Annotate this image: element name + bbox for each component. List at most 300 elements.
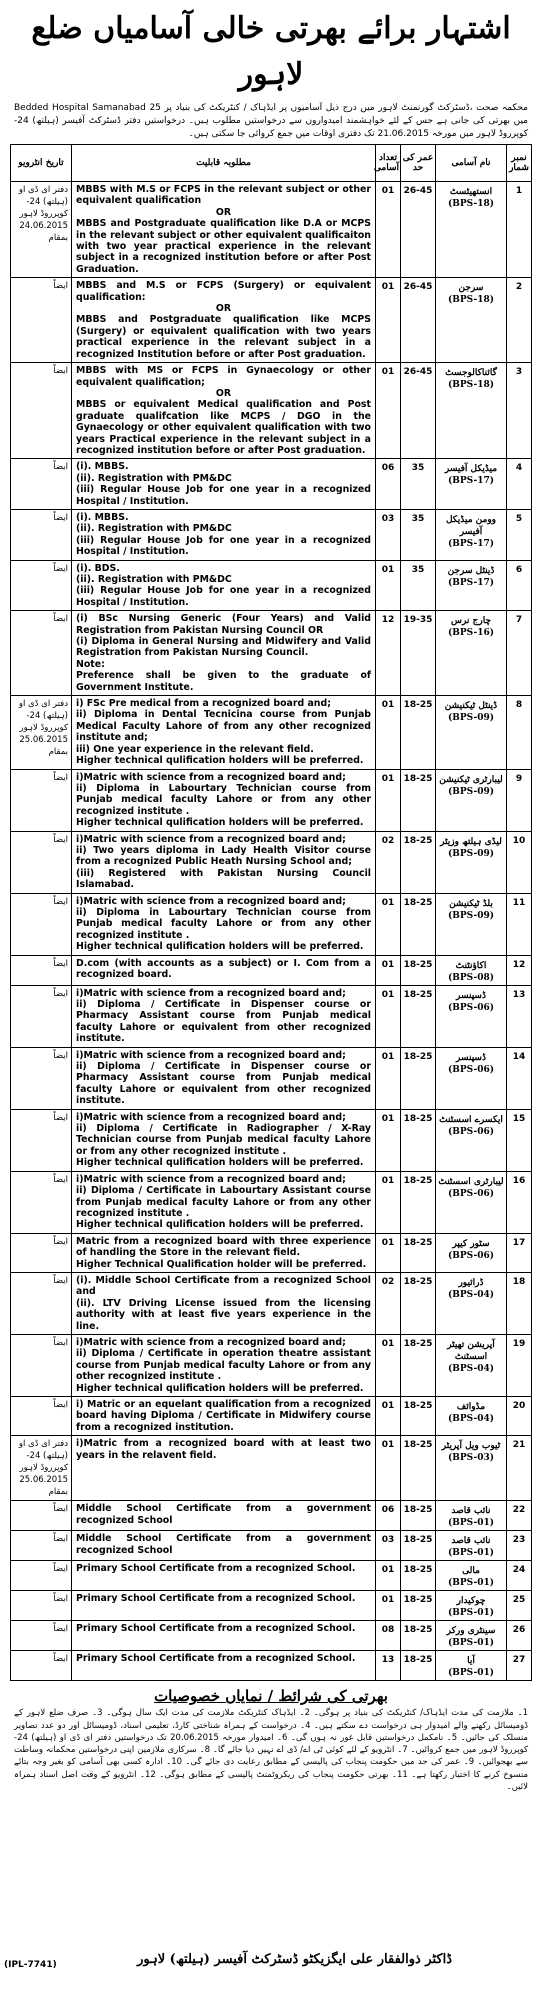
job-row: [11, 1531, 532, 1561]
interview-date-cell: [11, 1272, 72, 1334]
qualification-line: Primary School Certificate from a recognized School.: [76, 1593, 356, 1605]
interview-date-cell: [11, 560, 72, 611]
post-name: اکاؤنٹنٹ: [455, 960, 487, 971]
qualification-line: (iii) Regular House Job for one year in a recognized Hospital / Institution.: [76, 484, 371, 507]
interview-date: ایضاً: [53, 1624, 68, 1635]
interview-date: ایضاً: [53, 1504, 68, 1515]
post-count: 01: [376, 955, 401, 985]
interview-date: ایضاً: [53, 1564, 68, 1575]
post-count: 01: [376, 1561, 401, 1591]
interview-date-cell: [11, 1397, 72, 1436]
qualification-line: i) FSc Pre medical from a recognized board and;: [76, 698, 331, 710]
post-scale: (BPS-06): [448, 1188, 494, 1199]
post-scale: (BPS-17): [448, 577, 494, 588]
interview-date: ایضاً: [53, 1236, 68, 1247]
age-limit: 18-25: [401, 1047, 436, 1109]
interview-date: ایضاً: [53, 988, 68, 999]
qualification-line: ii) Diploma in Labourtary Technician course from Punjab medical faculty Lahore or from any other recognized institute .: [76, 906, 371, 941]
age-limit: 35: [401, 509, 436, 560]
post-count: 01: [376, 1334, 401, 1396]
interview-date: ایضاً: [53, 614, 68, 625]
qualification-line: i)Matric with science from a recognized board and;: [76, 987, 346, 999]
post-count: 01: [376, 985, 401, 1047]
post-scale: (BPS-09): [448, 713, 494, 724]
age-limit: 35: [401, 459, 436, 510]
post-name: میڈیکل آفیسر: [444, 464, 498, 475]
serial-number: 24: [507, 1561, 532, 1591]
qualification-cell: [72, 1561, 376, 1591]
interview-date: ایضاً: [53, 958, 68, 969]
serial-number: 26: [507, 1621, 532, 1651]
interview-date-cell: [11, 955, 72, 985]
post-scale: (BPS-17): [448, 538, 494, 549]
age-limit: 18-25: [401, 1397, 436, 1436]
post-count: 01: [376, 1233, 401, 1272]
post-count: 02: [376, 831, 401, 893]
qualification-line: MBBS with MS or FCPS in Gynaecology or other equivalent qualification;: [76, 365, 371, 388]
post-name-cell: [436, 1334, 507, 1396]
qualification-line: (ii). LTV Driving License issued from the licensing authority with at least five years experience in the line.: [76, 1297, 371, 1332]
qualification-line: Primary School Certificate from a recognized School.: [76, 1563, 356, 1575]
job-row: [11, 1501, 532, 1531]
jobs-header-row: [11, 145, 532, 182]
qualification-line: i)Matric with science from a recognized board and;: [76, 1049, 346, 1061]
qualification-cell: [72, 278, 376, 363]
age-limit: 26-45: [401, 278, 436, 363]
serial-number: 13: [507, 985, 532, 1047]
interview-date-cell: [11, 1171, 72, 1233]
post-scale: (BPS-09): [448, 910, 494, 921]
post-name: نائب قاصد: [451, 1536, 491, 1547]
post-scale: (BPS-03): [448, 1453, 494, 1464]
post-scale: (BPS-06): [448, 1064, 494, 1075]
serial-number: 8: [507, 696, 532, 769]
qualification-line: Higher technical qulification holders will be preferred.: [76, 1219, 364, 1231]
post-name-cell: [436, 1531, 507, 1561]
job-row: [11, 1591, 532, 1621]
qualification-cell: [72, 1621, 376, 1651]
post-name: گائناکالوجسٹ: [445, 368, 497, 379]
interview-date: دفتر ای ڈی او (ہیلتھ) 24- کوپرروڈ لاہور 25.06.2015 بمقام: [18, 1439, 68, 1498]
post-name-cell: [436, 182, 507, 278]
qualification-line: ii) Diploma in Labourtary Technician course from Punjab medical faculty Lahore or from any other recognized institute .: [76, 782, 371, 817]
post-scale: (BPS-18): [448, 295, 494, 306]
post-count: 12: [376, 611, 401, 696]
post-name: ایکسرے اسسٹنٹ: [439, 1114, 503, 1125]
job-row: [11, 985, 532, 1047]
qualification-cell: [72, 1436, 376, 1501]
serial-number: 12: [507, 955, 532, 985]
serial-number: 3: [507, 363, 532, 459]
header-qualification: مطلوبہ قابلیت: [72, 145, 376, 182]
serial-number: 4: [507, 459, 532, 510]
post-name-cell: [436, 459, 507, 510]
post-name-cell: [436, 1651, 507, 1681]
age-limit: 18-25: [401, 1233, 436, 1272]
qualification-line: (iii) Regular House Job for one year in a recognized Hospital / Institution.: [76, 534, 371, 558]
serial-number: 10: [507, 831, 532, 893]
post-scale: (BPS-08): [448, 972, 494, 983]
qualification-line: MBBS and Postgraduate qualification like D.A or MCPS in the relevant subject or other equivalent qualificaiton with two year practical experience in the relevant subject in a recognized institution before or after Post Graduation.: [76, 218, 371, 275]
qualification-cell: [72, 1531, 376, 1561]
serial-number: 16: [507, 1171, 532, 1233]
qualification-cell: [72, 1233, 376, 1272]
age-limit: 26-45: [401, 182, 436, 278]
ipl-code: (IPL-7741): [4, 1960, 57, 1970]
qualification-line: MBBS or equivalent Medical qualification and Post graduate qualifcation like MCPS / DGO in the Gynaecology or other equivalent qualification with two years Practical experience in the relevant subject in a recognized institution before or after Post graduation.: [76, 399, 371, 456]
job-row: [11, 459, 532, 510]
post-name: ڈسپنسر: [456, 990, 486, 1001]
interview-date: دفتر ای ڈی او (ہیلتھ) 24- کوپرروڈ لاہور 24.06.2015 بمقام: [18, 185, 68, 243]
job-row: [11, 560, 532, 611]
post-name-cell: [436, 1047, 507, 1109]
interview-date: ایضاً: [53, 1275, 68, 1286]
qualification-line: i)Matric with science from a recognized board and;: [76, 895, 346, 907]
interview-date-cell: [11, 1561, 72, 1591]
interview-date-cell: [11, 985, 72, 1047]
job-row: [11, 363, 532, 459]
qualification-line: OR: [215, 303, 232, 315]
post-name-cell: [436, 509, 507, 560]
post-count: 02: [376, 1272, 401, 1334]
serial-number: 20: [507, 1397, 532, 1436]
qualification-cell: [72, 696, 376, 769]
age-limit: 18-25: [401, 1171, 436, 1233]
post-count: 01: [376, 560, 401, 611]
qualification-line: (i). Middle School Certificate from a recognized School and: [76, 1274, 371, 1298]
qualification-line: iii) One year experience in the relevant field.: [76, 743, 314, 755]
post-scale: (BPS-01): [448, 1608, 494, 1619]
job-row: [11, 696, 532, 769]
age-limit: 18-25: [401, 831, 436, 893]
advertisement-page: [10, 6, 532, 1815]
qualification-line: Higher technical qulification holders will be preferred.: [76, 1157, 364, 1169]
age-limit: 18-25: [401, 696, 436, 769]
qualification-line: MBBS with M.S or FCPS in the relevant subject or other equivalent qualification: [76, 184, 371, 207]
qualification-cell: [72, 1397, 376, 1436]
post-name-cell: [436, 831, 507, 893]
post-scale: (BPS-09): [448, 786, 494, 797]
post-name: ڈینٹل سرجن: [447, 565, 495, 576]
qualification-line: ii) Diploma / Certificate in Dispenser course or Pharmacy Assistant course from Punjab medical faculty Lahore or equivalent from other recognized institute.: [76, 1061, 371, 1107]
jobs-table: [10, 144, 532, 1681]
post-scale: (BPS-17): [448, 476, 494, 487]
serial-number: 22: [507, 1501, 532, 1531]
post-count: 01: [376, 1436, 401, 1501]
post-count: 01: [376, 1397, 401, 1436]
qualification-line: Higher technical qulification holders will be preferred.: [76, 817, 364, 829]
post-name: سرجن: [458, 283, 484, 294]
interview-date: ایضاً: [53, 1174, 68, 1185]
interview-date: ایضاً: [53, 1337, 68, 1348]
post-scale: (BPS-09): [448, 848, 494, 859]
post-count: 08: [376, 1621, 401, 1651]
post-name-cell: [436, 1171, 507, 1233]
qualification-cell: [72, 769, 376, 831]
post-name: لیبارٹری اسسٹنٹ: [438, 1176, 504, 1187]
post-name-cell: [436, 985, 507, 1047]
post-scale: (BPS-06): [448, 1002, 494, 1013]
interview-date: ایضاً: [53, 462, 68, 473]
age-limit: 18-25: [401, 893, 436, 955]
qualification-line: Matric from a recognized board with three experience of handling the Store in the relevant field.: [76, 1235, 371, 1259]
post-scale: (BPS-01): [448, 1548, 494, 1559]
qualification-cell: [72, 893, 376, 955]
qualification-line: Primary School Certificate from a recognized School.: [76, 1653, 356, 1665]
terms-title: بھرتی کی شرائط / نمایاں خصوصیات: [154, 1687, 388, 1706]
header-count: تعداد آسامی: [376, 145, 401, 182]
age-limit: 26-45: [401, 363, 436, 459]
post-scale: (BPS-06): [448, 1126, 494, 1137]
post-count: 01: [376, 363, 401, 459]
header-age: عمر کی حد: [401, 145, 436, 182]
post-scale: (BPS-01): [448, 1578, 494, 1589]
serial-number: 14: [507, 1047, 532, 1109]
qualification-line: i)Matric with science from a recognized board and;: [76, 771, 346, 783]
interview-date: ایضاً: [53, 896, 68, 907]
interview-date: ایضاً: [53, 512, 68, 523]
ad-intro: محکمہ صحت ،ڈسٹرکٹ گورنمنٹ لاہور میں درج ذیل آسامیوں پر ایڈہاک / کنٹریکٹ کی بنیاد پر 25 Bedded Hospital Samanabad میں بھرتی کی جانی ہے جس کے لئے خواہشمند امیدواروں سے درخواستیں مطلوب ہیں۔ درخواستیں دفتر ڈسٹرکٹ آفیسر (ہیلتھ) 24- کوپرروڈ لاہور میں مورخہ 21.06.2015 تک دفتری اوقات میں جمع کروائی جا سکتی ہیں۔: [14, 103, 528, 139]
qualification-line: (i) Diploma in General Nursing and Midwifery and Valid Registration from Pakistan Nursing Council.: [76, 636, 371, 659]
qualification-line: i) Matric or an equelant qualification from a recognized board having Diploma / Certificate in Midwifery course from a recognized institution.: [76, 1399, 371, 1433]
job-row: [11, 1272, 532, 1334]
job-row: [11, 1651, 532, 1681]
job-row: [11, 509, 532, 560]
qualification-line: Higher technical qulification holders will be preferred.: [76, 755, 364, 767]
post-count: 01: [376, 1109, 401, 1171]
post-scale: (BPS-01): [448, 1668, 494, 1679]
post-count: 01: [376, 278, 401, 363]
interview-date-cell: [11, 363, 72, 459]
job-row: [11, 611, 532, 696]
qualification-line: i)Matric with science from a recognized board and;: [76, 1111, 346, 1123]
job-row: [11, 1621, 532, 1651]
qualification-line: Higher technical qulification holders will be preferred.: [76, 1382, 364, 1394]
job-row: [11, 1109, 532, 1171]
post-name-cell: [436, 278, 507, 363]
post-name-cell: [436, 1109, 507, 1171]
age-limit: 18-25: [401, 1591, 436, 1621]
post-count: 03: [376, 1531, 401, 1561]
post-name: وومن میڈیکل آفیسر: [445, 514, 497, 537]
post-name-cell: [436, 696, 507, 769]
post-scale: (BPS-04): [448, 1289, 494, 1300]
qualification-line: ii) Diploma / Certificate in Dispenser course or Pharmacy Assistant course from Punjab medical faculty Lahore or equivalent from other recognized institute.: [76, 999, 371, 1045]
serial-number: 23: [507, 1531, 532, 1561]
qualification-cell: [72, 1501, 376, 1531]
serial-number: 5: [507, 509, 532, 560]
post-scale: (BPS-06): [448, 1250, 494, 1261]
post-name-cell: [436, 1233, 507, 1272]
interview-date-cell: [11, 1591, 72, 1621]
serial-number: 19: [507, 1334, 532, 1396]
post-count: 01: [376, 182, 401, 278]
qualification-line: ii) Two years diploma in Lady Health Visitor course from a recognized Public Heath Nursing School and;: [76, 844, 371, 868]
header-post: نام آسامی: [436, 145, 507, 182]
serial-number: 7: [507, 611, 532, 696]
qualification-cell: [72, 1109, 376, 1171]
post-scale: (BPS-01): [448, 1518, 494, 1529]
interview-date-cell: [11, 1621, 72, 1651]
post-name: انستھیٹسٹ: [449, 187, 493, 197]
age-limit: 18-25: [401, 1436, 436, 1501]
qualification-cell: [72, 459, 376, 510]
post-count: 01: [376, 1047, 401, 1109]
post-name-cell: [436, 1591, 507, 1621]
qualification-line: Middle School Certificate from a government recognized School: [76, 1533, 371, 1556]
qualification-line: (i). MBBS.: [76, 511, 129, 523]
interview-date-cell: [11, 509, 72, 560]
qualification-cell: [72, 1272, 376, 1334]
post-name-cell: [436, 1501, 507, 1531]
serial-number: 18: [507, 1272, 532, 1334]
qualification-cell: [72, 509, 376, 560]
interview-date: ایضاً: [53, 1400, 68, 1410]
post-name-cell: [436, 1561, 507, 1591]
post-name-cell: [436, 1621, 507, 1651]
qualification-cell: [72, 1334, 376, 1396]
job-row: [11, 893, 532, 955]
post-count: 13: [376, 1651, 401, 1681]
interview-date: ایضاً: [53, 281, 68, 292]
qualification-line: Preference shall be given to the graduate of Government Institute.: [76, 670, 371, 693]
qualification-cell: [72, 560, 376, 611]
interview-date-cell: [11, 1109, 72, 1171]
header-serial: نمبر شمار: [507, 145, 532, 182]
qualification-line: (ii). Registration with PM&DC: [76, 523, 232, 535]
post-name: چوکیدار: [456, 1596, 486, 1607]
age-limit: 18-25: [401, 1109, 436, 1171]
ad-title: اشتہار برائے بھرتی خالی آسامیاں ضلع لاہور: [31, 11, 511, 92]
post-name: چارج نرس: [450, 616, 492, 627]
post-scale: (BPS-16): [448, 628, 494, 639]
qualification-line: (i) BSc Nursing Generic (Four Years) and Valid Registration from Pakistan Nursing Council OR: [76, 613, 371, 636]
post-name: لیڈی ہیلتھ وزیٹر: [440, 836, 502, 847]
job-row: [11, 1334, 532, 1396]
serial-number: 9: [507, 769, 532, 831]
serial-number: 21: [507, 1436, 532, 1501]
qualification-cell: [72, 1591, 376, 1621]
qualification-line: Higher technical qulification holders will be preferred.: [76, 941, 364, 953]
qualification-line: D.com (with accounts as a subject) or I. Com from a recognized board.: [76, 957, 371, 980]
interview-date: ایضاً: [53, 1050, 68, 1061]
qualification-line: i)Matric with science from a recognized board and;: [76, 1173, 346, 1185]
age-limit: 19-35: [401, 611, 436, 696]
interview-date-cell: [11, 611, 72, 696]
qualification-line: Note:: [76, 658, 105, 670]
post-count: 03: [376, 509, 401, 560]
interview-date-cell: [11, 1501, 72, 1531]
post-count: 01: [376, 696, 401, 769]
job-row: [11, 1397, 532, 1436]
post-name: ڈینٹل ٹیکنیشن: [444, 701, 498, 712]
post-scale: (BPS-18): [448, 380, 494, 391]
qualification-cell: [72, 1171, 376, 1233]
qualification-line: Middle School Certificate from a government recognized School: [76, 1503, 371, 1526]
job-row: [11, 769, 532, 831]
interview-date-cell: [11, 1047, 72, 1109]
post-name: سٹور کیپر: [452, 1238, 490, 1249]
age-limit: 18-25: [401, 985, 436, 1047]
qualification-line: Primary School Certificate from a recognized School.: [76, 1623, 356, 1635]
interview-date: ایضاً: [53, 772, 68, 783]
age-limit: 35: [401, 560, 436, 611]
qualification-line: i)Matric with science from a recognized board and;: [76, 1336, 346, 1348]
serial-number: 2: [507, 278, 532, 363]
job-row: [11, 1047, 532, 1109]
post-name: ڈرائیور: [458, 1277, 484, 1288]
post-name-cell: [436, 893, 507, 955]
qualification-line: ii) Diploma in Dental Tecnicina course from Punjab Medical Faculty Lahore of from any other recognized institute and;: [76, 709, 371, 744]
qualification-line: i)Matric from a recognized board with at least two years in the relavent field.: [76, 1438, 371, 1461]
interview-date: دفتر ای ڈی او (ہیلتھ) 24- کوپرروڈ لاہور 25.06.2015 بمقام: [18, 699, 68, 758]
post-count: 06: [376, 1501, 401, 1531]
age-limit: 18-25: [401, 1621, 436, 1651]
post-scale: (BPS-01): [448, 1638, 494, 1649]
interview-date-cell: [11, 278, 72, 363]
post-count: 06: [376, 459, 401, 510]
post-name: مڈوائف: [456, 1402, 486, 1412]
qualification-line: i)Matric with science from a recognized board and;: [76, 833, 346, 845]
post-name-cell: [436, 1397, 507, 1436]
post-name: بلڈ ٹیکنیشن: [449, 898, 493, 909]
post-name-cell: [436, 363, 507, 459]
qualification-line: OR: [215, 206, 232, 218]
qualification-line: (ii). Registration with PM&DC: [76, 574, 232, 585]
post-count: 01: [376, 1171, 401, 1233]
interview-date-cell: [11, 1334, 72, 1396]
interview-date-cell: [11, 696, 72, 769]
post-name-cell: [436, 1436, 507, 1501]
qualification-line: OR: [215, 387, 232, 399]
terms-text: 1۔ ملازمت کی مدت ایڈہاک/ کنٹریکٹ کی بنیاد پر ہوگی۔ 2۔ ایڈہاک کنٹریکٹ ملازمت کی مدت ایک سال ہوگی۔ 3۔ صرف ضلع لاہور کے ڈومیسائل رکھنے والے امیدوار ہی درخواست دے سکتے ہیں۔ 4۔ درخواست کے ہمراہ شناختی کارڈ، تعلیمی اسناد، ڈومیسائل اور دو عدد تصاویر منسلک کی جائیں۔ 5۔ نامکمل درخواستیں قابل غور نہ ہوں گی۔ 6۔ امیدوار مورخہ 20.06.2015 تک درخواستیں دفتر ای ڈی او (ہیلتھ) 24- کوپرروڈ لاہور میں جمع کروائیں۔ 7۔ انٹرویو کے لئے کوئی ٹی اے/ ڈی اے نہیں دیا جائے گا۔ 8۔ سرکاری ملازمین اپنی درخواستیں محکمانہ وساطت سے بھجوائیں۔ 9۔ عمر کی حد میں حکومت پنجاب کی پالیسی کے مطابق رعایت دی جائے گی۔ 10۔ ادارہ کسی بھی آسامی کو بغیر وجہ بتائے منسوخ کرنے کا اختیار رکھتا ہے۔ 11۔ بھرتی حکومت پنجاب کی ریکروٹمنٹ پالیسی کے مطابق ہوگی۔ 12۔ انٹرویو کے وقت اصل اسناد ہمراہ لائیں۔: [14, 1708, 529, 1792]
job-row: [11, 1561, 532, 1591]
serial-number: 11: [507, 893, 532, 955]
job-row: [11, 1171, 532, 1233]
interview-date-cell: [11, 1436, 72, 1501]
serial-number: 27: [507, 1651, 532, 1681]
interview-date-cell: [11, 1233, 72, 1272]
interview-date: ایضاً: [53, 834, 68, 845]
job-row: [11, 1233, 532, 1272]
post-scale: (BPS-18): [448, 199, 494, 209]
serial-number: 25: [507, 1591, 532, 1621]
qualification-line: ii) Diploma / Certificate in Labourtary Assistant course from Punjab medical faculty Lahore or from any other recognized institute .: [76, 1185, 371, 1219]
post-scale: (BPS-04): [448, 1363, 494, 1374]
post-name: مالی: [462, 1566, 480, 1577]
qualification-line: ii) Diploma / Certificate in operation theatre assistant course from Punjab medical faculty Lahore or from any other recognized institute .: [76, 1348, 371, 1383]
interview-date-cell: [11, 831, 72, 893]
interview-date: ایضاً: [53, 1654, 68, 1665]
post-name-cell: [436, 611, 507, 696]
qualification-line: Higher Technical Qualification holder will be preferred.: [76, 1258, 367, 1270]
age-limit: 18-25: [401, 1334, 436, 1396]
interview-date-cell: [11, 769, 72, 831]
age-limit: 18-25: [401, 1651, 436, 1681]
job-row: [11, 1436, 532, 1501]
post-name-cell: [436, 955, 507, 985]
interview-date-cell: [11, 893, 72, 955]
qualification-cell: [72, 1047, 376, 1109]
post-count: 01: [376, 893, 401, 955]
post-name-cell: [436, 560, 507, 611]
interview-date-cell: [11, 1651, 72, 1681]
footer: [0, 1952, 522, 1982]
qualification-cell: [72, 363, 376, 459]
interview-date-cell: [11, 1531, 72, 1561]
signature: ڈاکٹر ذوالفقار علی ایگزیکٹو ڈسٹرکٹ آفیسر (ہیلتھ) لاہور: [137, 1952, 452, 1967]
qualification-line: (ii). Registration with PM&DC: [76, 472, 232, 484]
